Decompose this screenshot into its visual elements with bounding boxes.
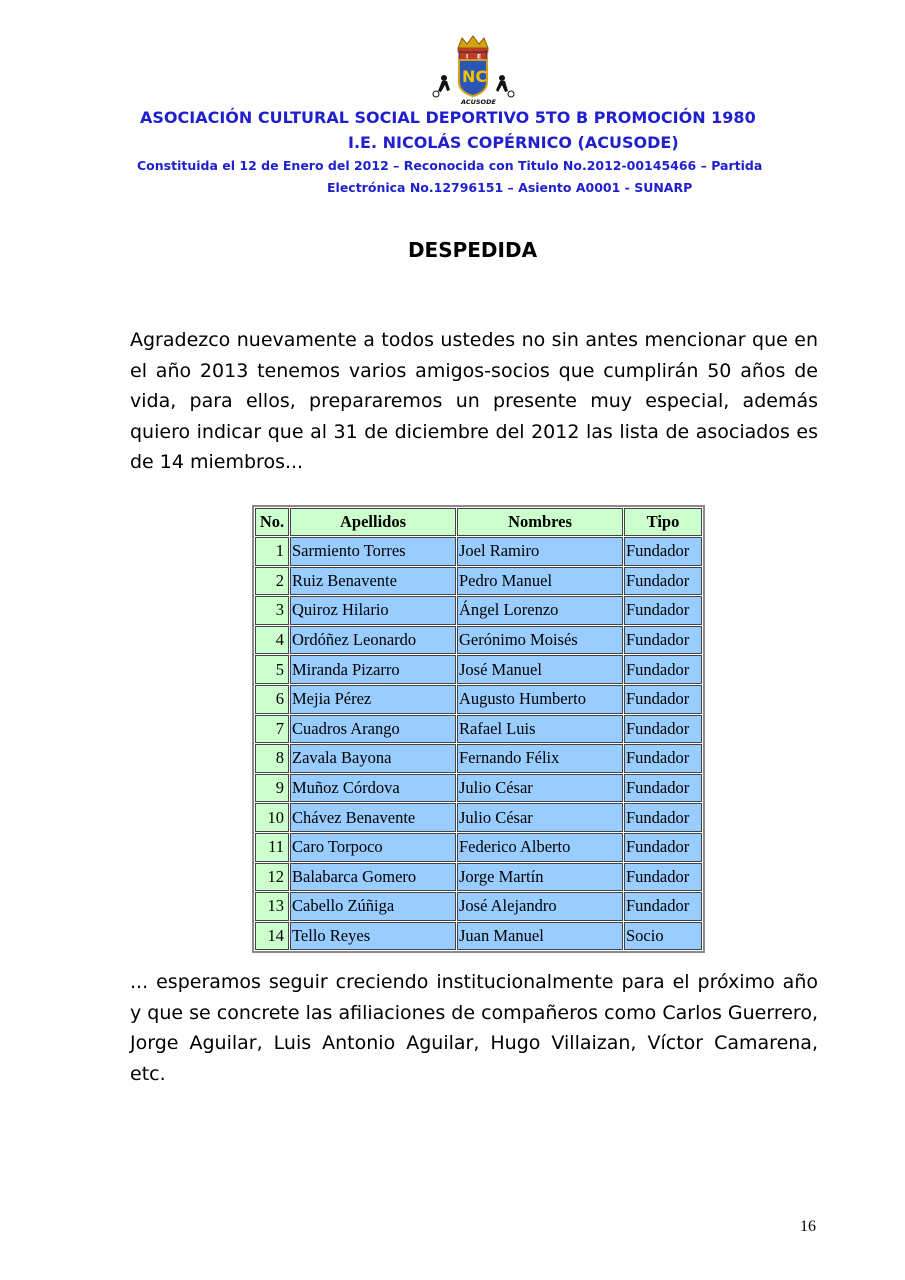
cell-nombres: Gerónimo Moisés	[457, 626, 623, 655]
cell-tipo: Fundador	[624, 803, 702, 832]
cell-nombres: Fernando Félix	[457, 744, 623, 773]
association-name: ASOCIACIÓN CULTURAL SOCIAL DEPORTIVO 5TO B PROMOCIÓN 1980	[140, 108, 756, 127]
cell-tipo: Fundador	[624, 744, 702, 773]
cell-nombres: Joel Ramiro	[457, 537, 623, 566]
table-row	[255, 774, 702, 803]
cell-apellidos: Ruiz Benavente	[290, 567, 456, 596]
cell-apellidos: Ordóñez Leonardo	[290, 626, 456, 655]
cell-nombres: Pedro Manuel	[457, 567, 623, 596]
cell-no: 13	[255, 892, 289, 921]
table-row	[255, 922, 702, 951]
table-row	[255, 596, 702, 625]
page-title: DESPEDIDA	[407, 238, 538, 262]
cell-no: 12	[255, 863, 289, 892]
cell-tipo: Fundador	[624, 626, 702, 655]
table-row	[255, 715, 702, 744]
table-row	[255, 803, 702, 832]
svg-text:NC: NC	[462, 67, 488, 86]
cell-tipo: Fundador	[624, 833, 702, 862]
cell-apellidos: Caro Torpoco	[290, 833, 456, 862]
header-apellidos: Apellidos	[290, 508, 456, 536]
table-row	[255, 685, 702, 714]
table-header-row	[255, 508, 702, 536]
cell-no: 11	[255, 833, 289, 862]
cell-apellidos: Mejia Pérez	[290, 685, 456, 714]
table-row	[255, 626, 702, 655]
cell-nombres: Ángel Lorenzo	[457, 596, 623, 625]
cell-no: 4	[255, 626, 289, 655]
institution-name: I.E. NICOLÁS COPÉRNICO (ACUSODE)	[348, 133, 679, 152]
cell-apellidos: Cuadros Arango	[290, 715, 456, 744]
crown-icon	[458, 36, 488, 52]
cell-tipo: Fundador	[624, 685, 702, 714]
cell-tipo: Fundador	[624, 774, 702, 803]
cell-no: 10	[255, 803, 289, 832]
svg-text:E: E	[477, 53, 482, 61]
cell-nombres: Juan Manuel	[457, 922, 623, 951]
cell-apellidos: Balabarca Gomero	[290, 863, 456, 892]
registration-line-2: Electrónica No.12796151 – Asiento A0001 - SUNARP	[327, 180, 693, 195]
cell-nombres: Jorge Martín	[457, 863, 623, 892]
cell-apellidos: Tello Reyes	[290, 922, 456, 951]
cell-no: 14	[255, 922, 289, 951]
cell-tipo: Fundador	[624, 567, 702, 596]
cell-tipo: Socio	[624, 922, 702, 951]
cell-tipo: Fundador	[624, 596, 702, 625]
cell-apellidos: Quiroz Hilario	[290, 596, 456, 625]
header-no: No.	[255, 508, 289, 536]
registration-line-1: Constituida el 12 de Enero del 2012 – Reconocida con Titulo No.2012-00145466 – Partida	[137, 158, 763, 173]
header-tipo: Tipo	[624, 508, 702, 536]
members-table	[252, 505, 705, 953]
acusode-logo	[430, 34, 516, 106]
cell-apellidos: Sarmiento Torres	[290, 537, 456, 566]
cell-apellidos: Zavala Bayona	[290, 744, 456, 773]
cell-apellidos: Cabello Zúñiga	[290, 892, 456, 921]
cell-apellidos: Chávez Benavente	[290, 803, 456, 832]
cell-tipo: Fundador	[624, 537, 702, 566]
cell-nombres: Federico Alberto	[457, 833, 623, 862]
header-nombres: Nombres	[457, 508, 623, 536]
cell-no: 7	[255, 715, 289, 744]
cell-no: 3	[255, 596, 289, 625]
cell-no: 5	[255, 655, 289, 684]
cell-tipo: Fundador	[624, 715, 702, 744]
cell-no: 6	[255, 685, 289, 714]
cell-tipo: Fundador	[624, 655, 702, 684]
table-row	[255, 744, 702, 773]
player-left-icon	[433, 75, 450, 97]
page-number: 16	[800, 1218, 816, 1235]
svg-text:ACUSODE: ACUSODE	[461, 98, 496, 106]
closing-paragraph: ... esperamos seguir creciendo institucionalmente para el próximo año y que se concrete las afiliaciones de compañeros como Carlos Guerrero, Jorge Aguilar, Luis Antonio Aguilar, Hugo Villaizan, Víctor Camarena, etc.	[130, 971, 818, 1085]
table-row	[255, 892, 702, 921]
table-row	[255, 863, 702, 892]
cell-nombres: José Manuel	[457, 655, 623, 684]
cell-nombres: José Alejandro	[457, 892, 623, 921]
table-row	[255, 833, 702, 862]
svg-text:I: I	[466, 53, 469, 61]
intro-paragraph: Agradezco nuevamente a todos ustedes no sin antes mencionar que en el año 2013 tenemos varios amigos-socios que cumplirán 50 años de vida, para ellos, prepararemos un presente muy especial, además quiero indicar que al 31 de diciembre del 2012 las lista de asociados es de 14 miembros...	[130, 329, 818, 473]
cell-nombres: Julio César	[457, 803, 623, 832]
cell-no: 2	[255, 567, 289, 596]
cell-nombres: Rafael Luis	[457, 715, 623, 744]
table-row	[255, 537, 702, 566]
cell-nombres: Augusto Humberto	[457, 685, 623, 714]
cell-no: 9	[255, 774, 289, 803]
player-right-icon	[496, 75, 514, 97]
cell-tipo: Fundador	[624, 863, 702, 892]
cell-apellidos: Muñoz Córdova	[290, 774, 456, 803]
cell-apellidos: Miranda Pizarro	[290, 655, 456, 684]
cell-no: 8	[255, 744, 289, 773]
cell-tipo: Fundador	[624, 892, 702, 921]
cell-nombres: Julio César	[457, 774, 623, 803]
cell-no: 1	[255, 537, 289, 566]
table-row	[255, 567, 702, 596]
table-row	[255, 655, 702, 684]
